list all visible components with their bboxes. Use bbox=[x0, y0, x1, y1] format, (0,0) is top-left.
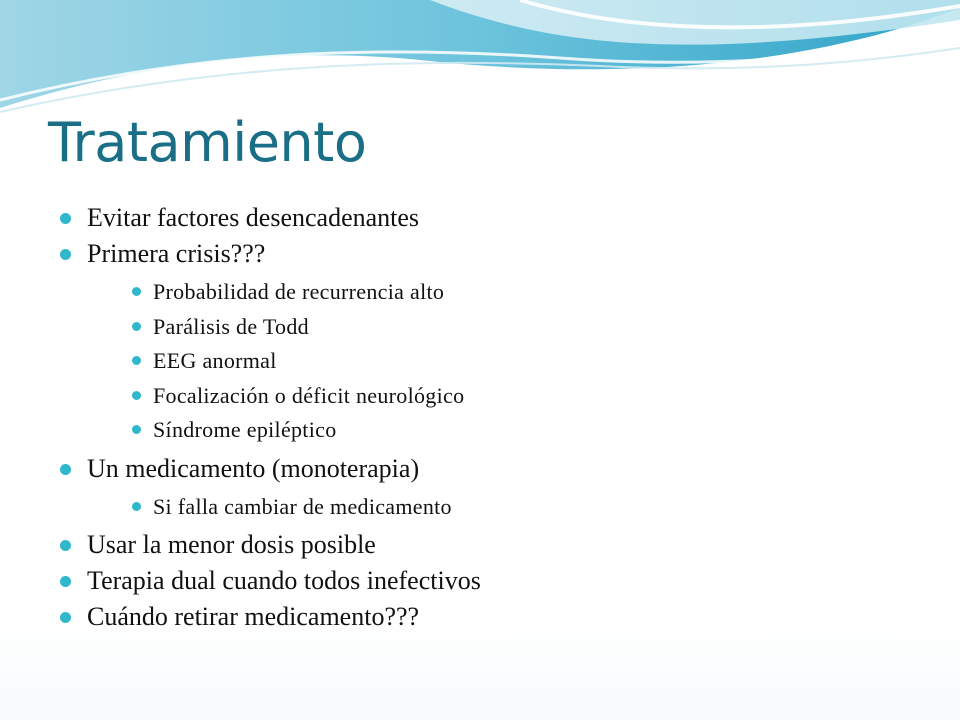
slide-title: Tratamiento bbox=[48, 111, 367, 174]
bullet-item bbox=[60, 527, 920, 563]
bullet-item bbox=[60, 451, 920, 525]
bullet-item bbox=[60, 200, 920, 236]
sub-bullet-list bbox=[87, 490, 920, 525]
sub-bullet-item: Síndrome epiléptico bbox=[132, 413, 920, 448]
bullet-text: Un medicamento (monoterapia) bbox=[87, 453, 420, 483]
sub-bullet-list bbox=[87, 275, 920, 448]
bullet-text: Usar la menor dosis posible bbox=[87, 530, 376, 559]
header-wave-decoration bbox=[0, 0, 960, 120]
bullet-list bbox=[60, 200, 920, 635]
bullet-text: Terapia dual cuando todos inefectivos bbox=[87, 566, 481, 595]
bullet-item bbox=[60, 563, 920, 599]
sub-bullet-item: Parálisis de Todd bbox=[132, 310, 920, 345]
bullet-item bbox=[60, 236, 920, 448]
sub-bullet-item: Focalización o déficit neurológico bbox=[132, 379, 920, 414]
sub-bullet-item: Si falla cambiar de medicamento bbox=[132, 490, 920, 525]
sub-bullet-item: EEG anormal bbox=[132, 344, 920, 379]
bullet-text: Cuándo retirar medicamento??? bbox=[87, 602, 420, 631]
bullet-text: Evitar factores desencadenantes bbox=[87, 203, 420, 232]
bullet-text: Primera crisis??? bbox=[87, 239, 266, 268]
bullet-item bbox=[60, 599, 920, 635]
sub-bullet-item: Probabilidad de recurrencia alto bbox=[132, 275, 920, 310]
